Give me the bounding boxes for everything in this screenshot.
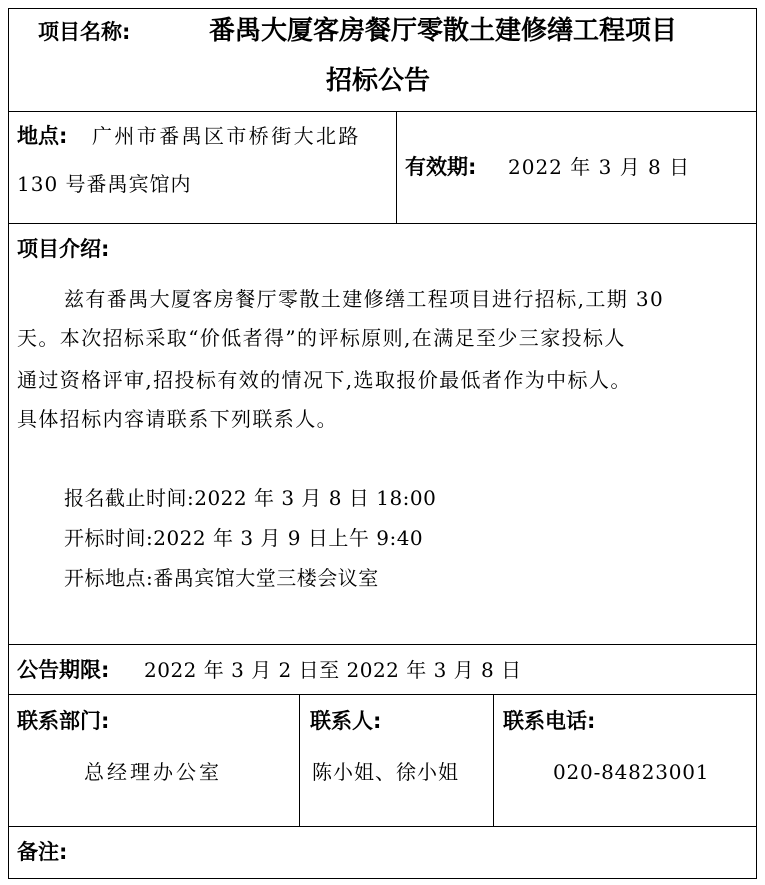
- border-top: [8, 8, 757, 9]
- validity-label: 有效期:: [405, 155, 477, 179]
- contact-phone-value: 020-84823001: [553, 760, 710, 784]
- location-value-line2: 130 号番禺宾馆内: [17, 172, 192, 196]
- row-divider: [8, 644, 757, 645]
- intro-paragraph-line: 天。本次招标采取“价低者得”的评标原则,在满足至少三家投标人: [17, 326, 626, 350]
- column-divider: [299, 694, 300, 827]
- intro-paragraph-line: 具体招标内容请联系下列联系人。: [17, 407, 338, 431]
- column-divider: [493, 694, 494, 827]
- contact-phone-label: 联系电话:: [503, 709, 596, 733]
- border-right: [756, 8, 757, 879]
- project-title: 番禺大厦客房餐厅零散土建修缮工程项目: [209, 16, 678, 46]
- contact-dept-label: 联系部门:: [17, 709, 110, 733]
- bid-opening-time: 开标时间:2022 年 3 月 9 日上午 9:40: [64, 526, 424, 550]
- remarks-label: 备注:: [17, 840, 68, 864]
- registration-deadline: 报名截止时间:2022 年 3 月 8 日 18:00: [64, 486, 437, 510]
- contact-dept-value: 总经理办公室: [84, 760, 222, 784]
- notice-period-label: 公告期限:: [17, 658, 110, 682]
- validity-value: 2022 年 3 月 8 日: [508, 155, 691, 179]
- intro-paragraph-line: 通过资格评审,招投标有效的情况下,选取报价最低者作为中标人。: [17, 368, 632, 392]
- row-divider: [8, 694, 757, 695]
- column-divider: [396, 111, 397, 224]
- intro-paragraph-line: 兹有番禺大厦客房餐厅零散土建修缮工程项目进行招标,工期 30: [64, 287, 665, 311]
- intro-label: 项目介绍:: [17, 237, 110, 261]
- project-title-line2: 招标公告: [326, 66, 431, 96]
- row-divider: [8, 111, 757, 112]
- contact-person-label: 联系人:: [310, 709, 382, 733]
- location-value: 广州市番禺区市桥街大北路: [92, 124, 361, 148]
- row-divider: [8, 223, 757, 224]
- row-divider: [8, 826, 757, 827]
- location-label: 地点:: [17, 124, 68, 148]
- border-bottom: [8, 878, 757, 879]
- contact-person-value: 陈小姐、徐小姐: [312, 760, 459, 784]
- project-name-label: 项目名称:: [38, 20, 131, 44]
- border-left: [8, 8, 9, 879]
- bid-opening-place: 开标地点:番禺宾馆大堂三楼会议室: [64, 566, 379, 590]
- notice-period-value: 2022 年 3 月 2 日至 2022 年 3 月 8 日: [144, 658, 522, 682]
